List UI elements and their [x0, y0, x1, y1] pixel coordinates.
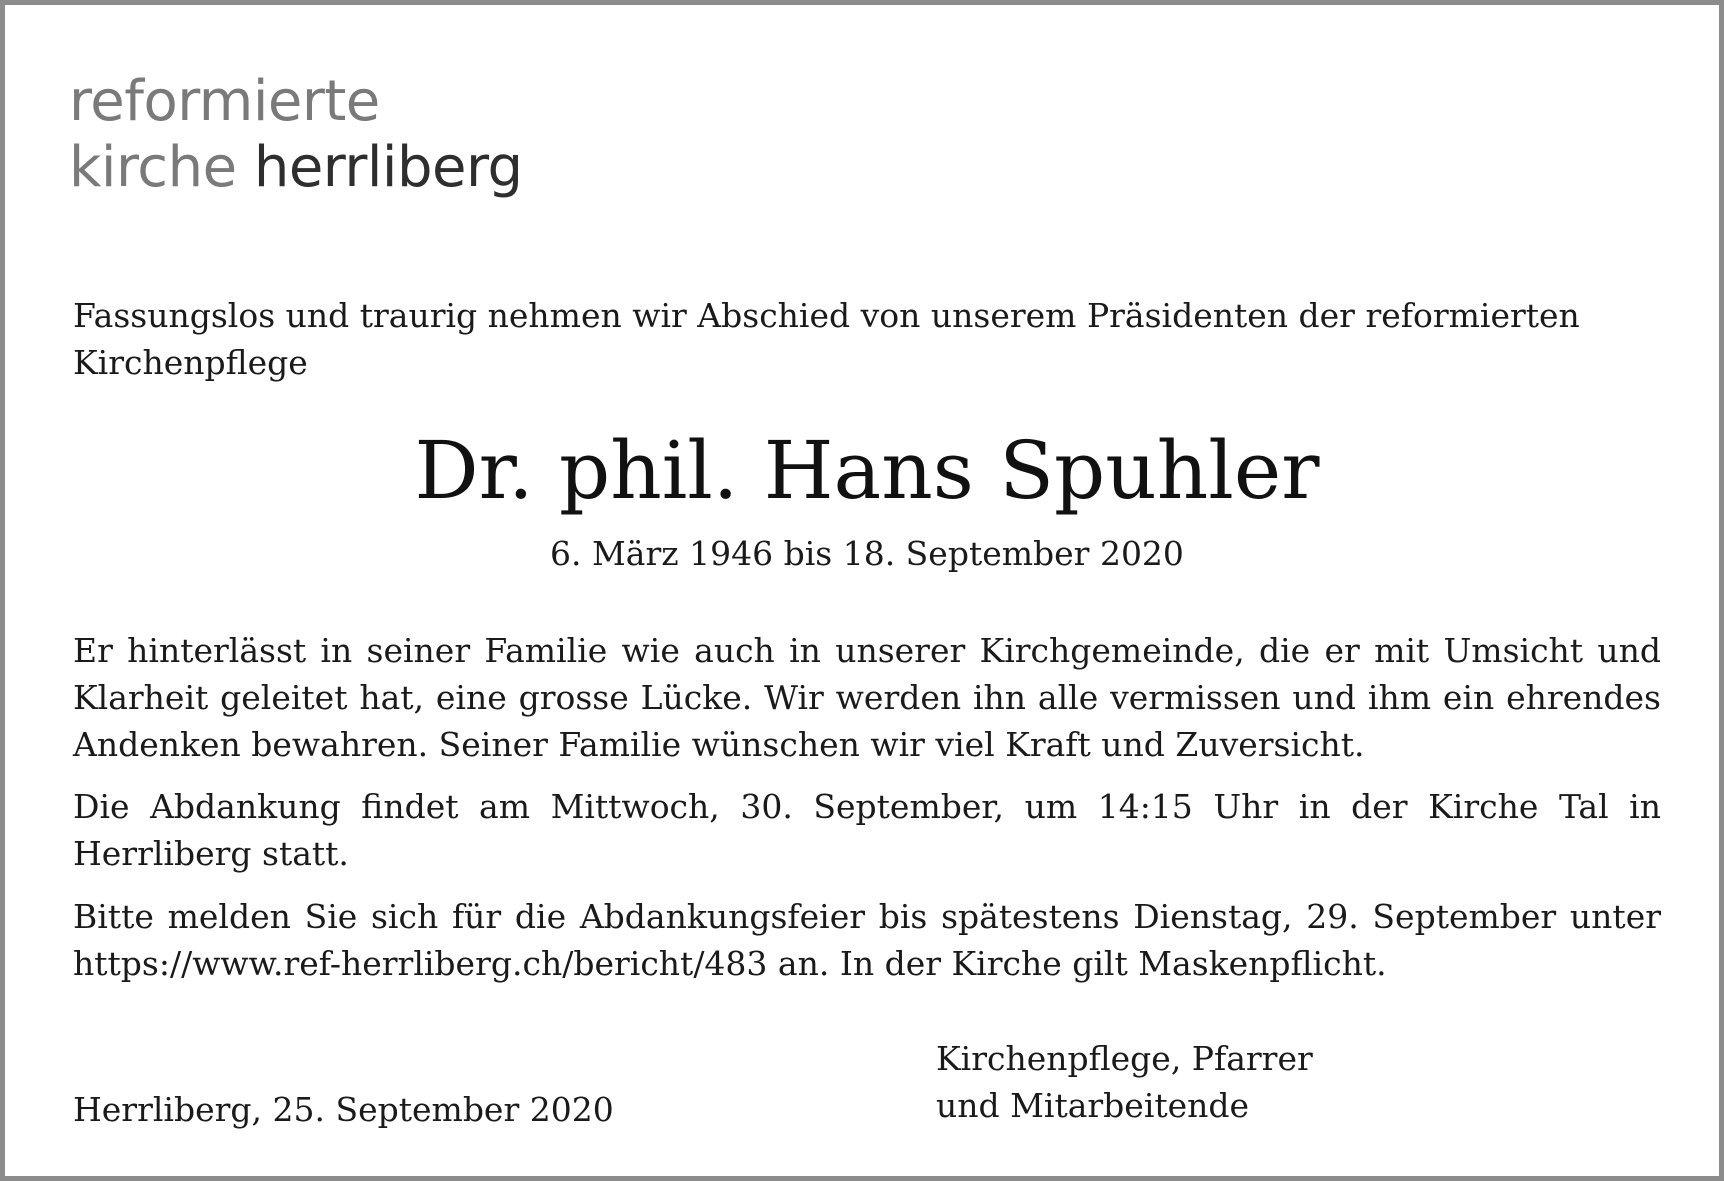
signature-line-2: und Mitarbeitende [936, 1086, 1250, 1125]
paragraph-tribute: Er hinterlässt in seiner Familie wie auch in unserer Kirchgemeinde, die er mit Umsicht und Klarheit geleitet hat, eine grosse Lücke. Wir werden ihn alle vermissen und ihm ein ehrendes Andenken bewahren. Seiner Familie wünschen wir viel Kraft und Zuversicht. [73, 631, 1661, 764]
deceased-name: Dr. phil. Hans Spuhler [414, 424, 1320, 517]
logo-word-herrliberg: herrliberg [253, 135, 523, 200]
paragraph-registration: Bitte melden Sie sich für die Abdankungsfeier bis spätestens Dienstag, 29. September unter https://www.ref-herrliberg.ch/bericht/483 an. In der Kirche gilt Maskenpflicht. [73, 897, 1661, 983]
church-logo [69, 69, 523, 201]
place-and-date: Herrliberg, 25. September 2020 [73, 1090, 614, 1129]
signature [936, 1035, 1313, 1129]
paragraph-service: Die Abdankung findet am Mittwoch, 30. September, um 14:15 Uhr in der Kirche Tal in Herrliberg statt. [73, 787, 1661, 873]
intro-text: Fassungslos und traurig nehmen wir Abschied von unserem Präsidenten der reformierten Kirchenpflege [73, 296, 1580, 382]
logo-line-1: reformierte [69, 69, 380, 134]
logo-word-kirche: kirche [69, 135, 237, 200]
life-dates: 6. März 1946 bis 18. September 2020 [550, 534, 1184, 573]
signature-line-1: Kirchenpflege, Pfarrer [936, 1039, 1313, 1078]
